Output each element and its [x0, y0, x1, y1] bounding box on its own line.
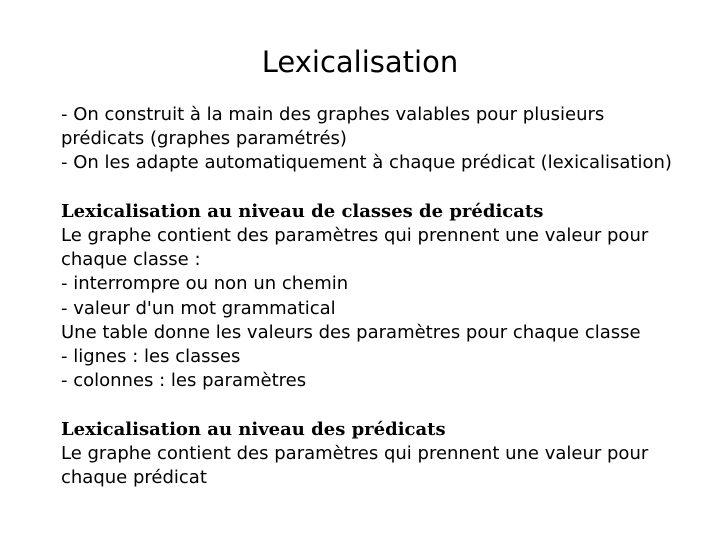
section-line: Une table donne les valeurs des paramètres pour chaque classe — [61, 321, 641, 343]
section-line: - lignes : les classes — [61, 346, 241, 368]
spacer — [61, 393, 701, 417]
section-heading-classes: Lexicalisation au niveau de classes de prédicats — [61, 200, 544, 222]
intro-line: - On construit à la main des graphes valables pour plusieurs — [61, 104, 605, 125]
section-line: chaque classe : — [61, 249, 201, 271]
intro-line: prédicats (graphes paramétrés) — [61, 128, 347, 150]
section-line: - interrompre ou non un chemin — [61, 273, 349, 295]
slide-body — [61, 103, 701, 490]
spacer — [61, 176, 701, 200]
section-heading-predicates: Lexicalisation au niveau des prédicats — [61, 418, 446, 440]
section-line: - valeur d'un mot grammatical — [61, 297, 336, 319]
section-line: - colonnes : les paramètres — [61, 370, 307, 392]
intro-line: - On les adapte automatiquement à chaque prédicat (lexicalisation) — [61, 152, 672, 174]
section-line: Le graphe contient des paramètres qui prennent une valeur pour — [61, 442, 649, 464]
section-line: chaque prédicat — [61, 467, 207, 489]
section-line: Le graphe contient des paramètres qui prennent une valeur pour — [61, 225, 649, 246]
slide-title: Lexicalisation — [261, 45, 459, 79]
